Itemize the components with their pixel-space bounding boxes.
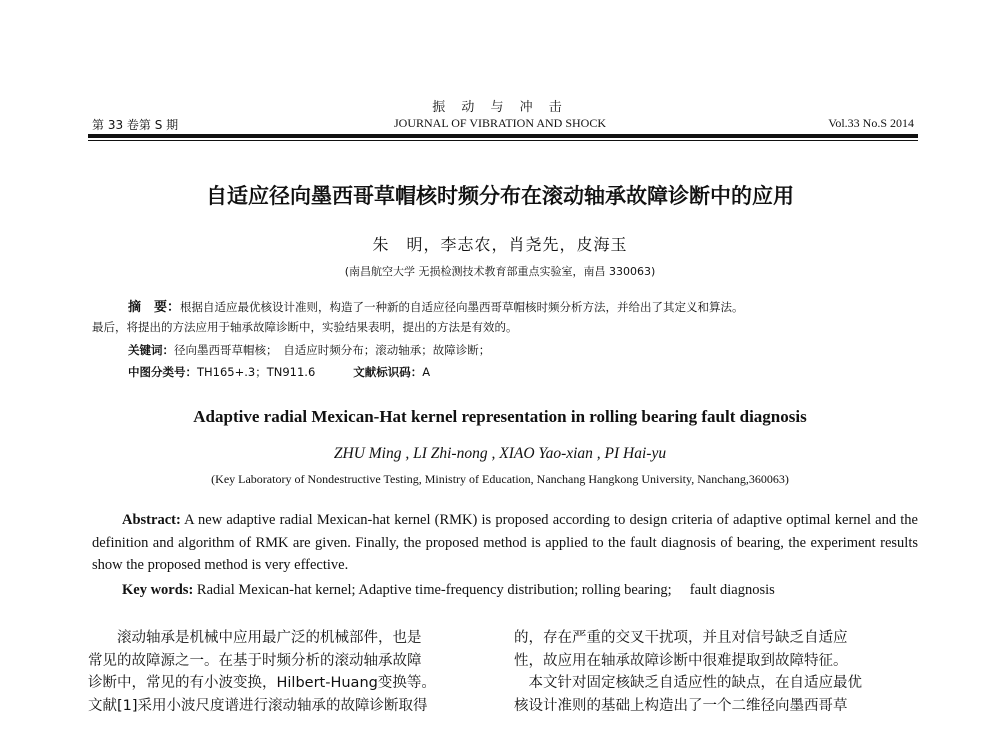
abstract-en xyxy=(92,509,918,577)
keywords-en-label: Key words: xyxy=(122,582,194,598)
classification-codes: TH165+.3；TN911.6 xyxy=(197,365,316,379)
volume-label: Vol.33 No.S 2014 xyxy=(828,116,914,130)
authors-en: ZHU Ming , LI Zhi-nong , XIAO Yao-xian , PI Hai-yu xyxy=(333,445,667,462)
abstract-cn-line-1 xyxy=(128,296,744,315)
doc-code: A xyxy=(422,365,431,379)
journal-title-en: JOURNAL OF VIBRATION AND SHOCK xyxy=(393,116,607,130)
doc-code-label: 文献标识码： xyxy=(353,365,423,379)
paper-title-en: Adaptive radial Mexican-Hat kernel representation in rolling bearing fault diagnosis xyxy=(193,407,807,426)
classification-label: 中图分类号： xyxy=(128,365,197,379)
body-right-line: 核设计准则的基础上构造出了一个二维径向墨西哥草 xyxy=(514,697,848,714)
paper-title-cn: 自适应径向墨西哥草帽核时频分布在滚动轴承故障诊断中的应用 xyxy=(206,184,794,208)
classification-cn xyxy=(128,364,430,380)
body-right-line: 的，存在严重的交叉干扰项，并且对信号缺乏自适应 xyxy=(514,630,848,646)
journal-title-cn: 振 动 与 冲 击 xyxy=(432,100,568,115)
header-rule-thick xyxy=(88,134,918,138)
keywords-cn-label: 关键词： xyxy=(128,343,174,357)
body-right-line: 性，故应用在轴承故障诊断中很难提取到故障特征。 xyxy=(514,652,848,669)
affiliation-en: (Key Laboratory of Nondestructive Testing, Ministry of Education, Nanchang Hangkong University, Nanchang,360063) xyxy=(211,472,789,486)
issue-label: 第 33 卷第 S 期 xyxy=(92,118,179,132)
keywords-en-text: Radial Mexican-hat kernel; Adaptive time-frequency distribution; rolling bearing; fault diagnosis xyxy=(193,582,775,598)
body-left-line: 诊断中，常见的有小波变换，Hilbert-Huang变换等。 xyxy=(88,675,436,691)
keywords-cn xyxy=(128,342,490,358)
abstract-cn-text-1: 根据自适应最优核设计准则，构造了一种新的自适应径向墨西哥草帽核时频分析方法，并给出了其定义和算法。 xyxy=(180,300,744,314)
abstract-cn-label: 摘 要： xyxy=(128,300,181,315)
abstract-en-label: Abstract: xyxy=(122,512,181,528)
keywords-en xyxy=(122,578,775,599)
affiliation-cn: (南昌航空大学 无损检测技术教育部重点实验室，南昌 330063) xyxy=(344,265,656,278)
authors-cn: 朱 明，李志农，肖尧先，皮海玉 xyxy=(372,235,628,254)
header-rule-thin xyxy=(88,140,918,141)
keywords-cn-text: 径向墨西哥草帽核； 自适应时频分布；滚动轴承；故障诊断； xyxy=(174,343,491,357)
body-left-line: 常见的故障源之一。在基于时频分析的滚动轴承故障 xyxy=(88,652,422,669)
body-left-line: 文献[1]采用小波尺度谱进行滚动轴承的故障诊断取得 xyxy=(88,697,428,714)
body-column-right xyxy=(514,627,928,717)
body-column-left xyxy=(88,627,502,717)
abstract-en-text: A new adaptive radial Mexican-hat kernel (RMK) is proposed according to design criteria of adaptive optimal kernel and the definition and algorithm of RMK are given. Finally, the proposed method is applied to the fault diagnosis of bearing, the experiment results show the proposed method is very effective. xyxy=(92,512,918,573)
abstract-cn-line-2: 最后，将提出的方法应用于轴承故障诊断中，实验结果表明，提出的方法是有效的。 xyxy=(92,320,518,334)
body-right-line: 本文针对固定核缺乏自适应性的缺点，在自适应最优 xyxy=(514,675,862,691)
body-left-line: 滚动轴承是机械中应用最广泛的机械部件，也是 xyxy=(88,630,422,646)
